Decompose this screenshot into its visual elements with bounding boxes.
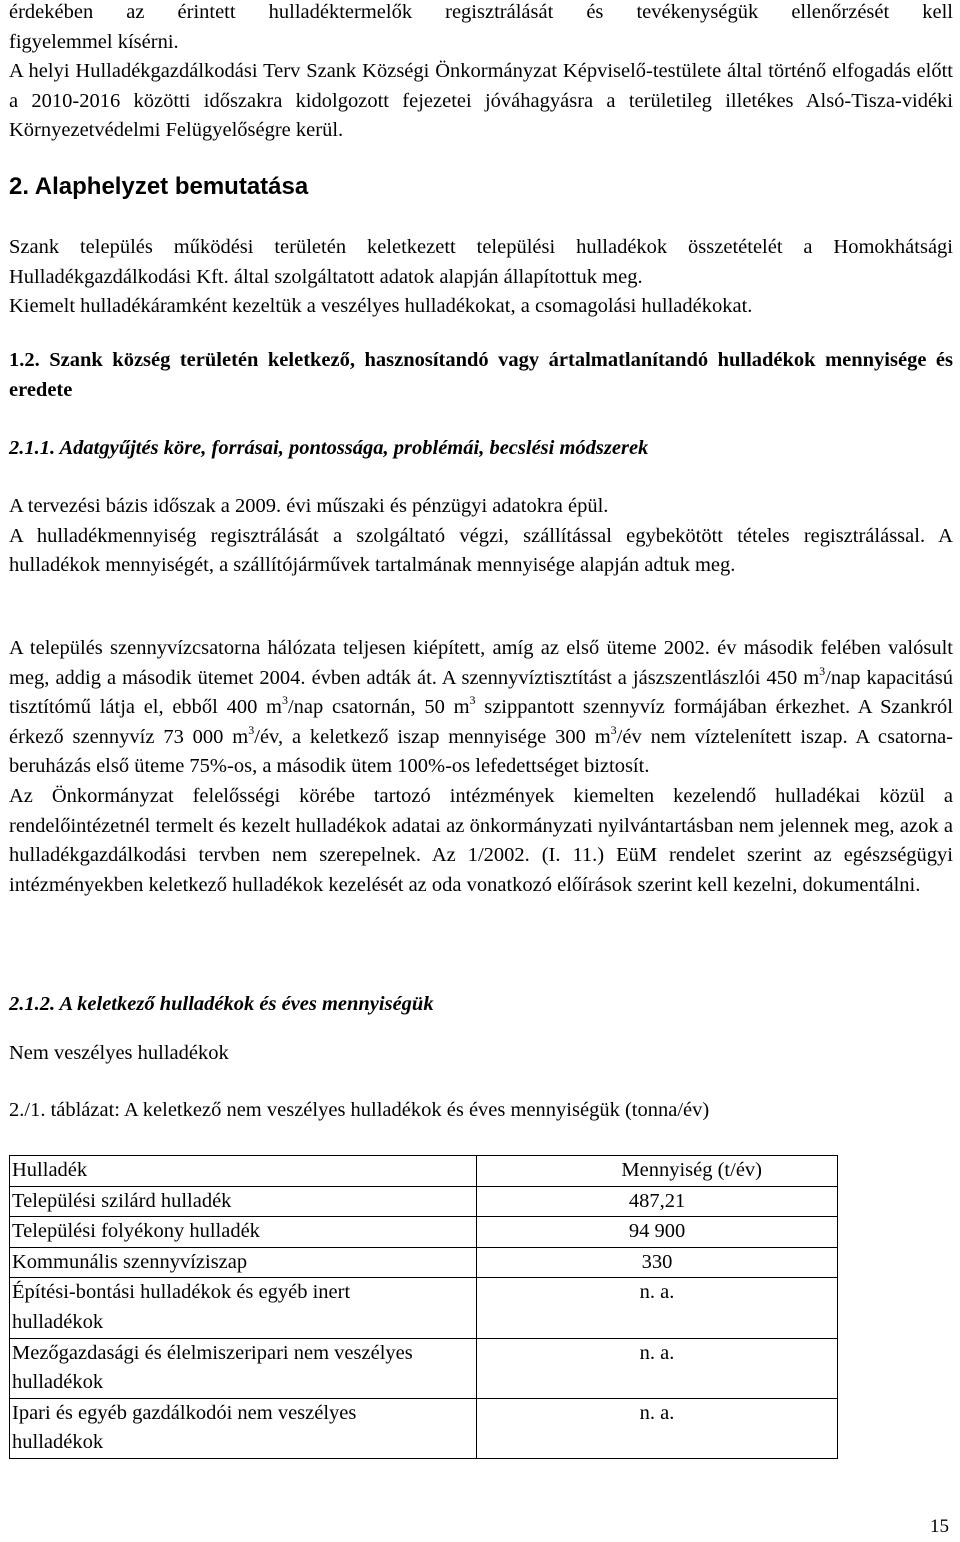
- non-hazardous-subtitle: Nem veszélyes hulladékok: [9, 1042, 229, 1064]
- table-row: Kommunális szennyvíziszap 330: [10, 1247, 838, 1278]
- intro-paragraph-2: A helyi Hulladékgazdálkodási Terv Szank Községi Önkormányzat Képviselő-testülete által történő elfogadás előtt a 2010-2016 közötti időszakra kidolgozott fejezetei jóváhagyásra a területileg illetékes Alsó-Tisza-vidéki Környezetvédelmi Felügyelőségre kerül.: [9, 60, 953, 142]
- table-row: Ipari és egyéb gazdálkodói nem veszélyes hulladékok n. a.: [10, 1398, 838, 1458]
- section-2-1-1-paragraph-2: A hulladékmennyiség regisztrálását a szolgáltató végzi, szállítással egybekötött tételes regisztrálással. A hulladékok mennyiségét, a szállítójárművek tartalmának mennyisége alapján adtuk meg.: [9, 524, 953, 577]
- table-row: Építési-bontási hulladékok és egyéb inert hulladékok n. a.: [10, 1278, 838, 1338]
- table-row: Települési folyékony hulladék 94 900: [10, 1217, 838, 1248]
- section-2-paragraph-1: Szank település működési területén keletkezett települési hulladékok összetételét a Homokhátsági Hulladékgazdálkodási Kft. által szolgáltatott adatok alapján állapítottuk meg.: [9, 236, 953, 288]
- institutions-paragraph: Az Önkormányzat felelősségi körébe tartozó intézmények kiemelten kezelendő hulladékai közül a rendelőintézetnél termelt és kezelt hulladékok adatai az önkormányzati nyilvántartásban nem jelennek meg, azok a hulladékgazdálkodási tervben nem szerepelnek. Az 1/2002. (I. 11.) EüM rendelet szerint az egészségügyi intézményekben keletkező hulladékok kezelését az oda vonatkozó előírások szerint kell kezelni, dokumentálni.: [9, 784, 953, 896]
- section-1-2-heading: 1.2. Szank község területén keletkező, hasznosítandó vagy ártalmatlanítandó hulladékok mennyisége és eredete: [9, 349, 953, 401]
- intro-line-1: érdekében az érintett hulladéktermelők regisztrálását és tevékenységük ellenőrzését kell: [9, 1, 953, 23]
- table-row: Mezőgazdasági és élelmiszeripari nem veszélyes hulladékok n. a.: [10, 1338, 838, 1398]
- page-number: 15: [930, 1516, 949, 1537]
- section-2-heading: 2. Alaphelyzet bemutatása: [9, 173, 309, 200]
- section-2-1-2-heading: 2.1.2. A keletkező hulladékok és éves mennyiségük: [9, 993, 434, 1015]
- intro-line-2: figyelemmel kísérni.: [9, 30, 179, 53]
- section-2-1-1-paragraph-1: A tervezési bázis időszak a 2009. évi műszaki és pénzügyi adatokra épül.: [9, 495, 609, 517]
- table-row: Települési szilárd hulladék 487,21: [10, 1186, 838, 1217]
- wastewater-paragraph: A település szennyvízcsatorna hálózata teljesen kiépített, amíg az első üteme 2002. év második felében valósult meg, addig a második ütemet 2004. évben adták át. A szennyvíztisztítást a jászszentlászlói 450 $m^3$/nap kapacitású tisztítómű látja el, ebből 400 $m^3$/nap csatornán, 50 $m^3$ szippantott szennyvíz formájában érkezhet. A Szankról érkező szennyvíz 73 000 $m^3/év$, a keletkező iszap mennyisége 300 $m^3/év$ nem víztelenített iszap. A csatorna-beruházás első üteme 75%-os, a második ütem 100%-os lefedettséget biztosít.: [9, 637, 954, 778]
- table-caption: 2./1. táblázat: A keletkező nem veszélyes hulladékok és éves mennyiségük (tonna/év): [9, 1099, 710, 1121]
- section-2-1-1-heading: 2.1.1. Adatgyűjtés köre, forrásai, pontossága, problémái, becslési módszerek: [9, 437, 649, 459]
- table-header-row: [10, 1156, 838, 1187]
- header-waste: Hulladék: [10, 1156, 477, 1187]
- waste-quantity-table: [9, 1155, 838, 1459]
- header-quantity: Mennyiség (t/év): [477, 1156, 838, 1187]
- section-2-paragraph-2: Kiemelt hulladékáramként kezeltük a veszélyes hulladékokat, a csomagolási hulladékokat.: [9, 295, 753, 318]
